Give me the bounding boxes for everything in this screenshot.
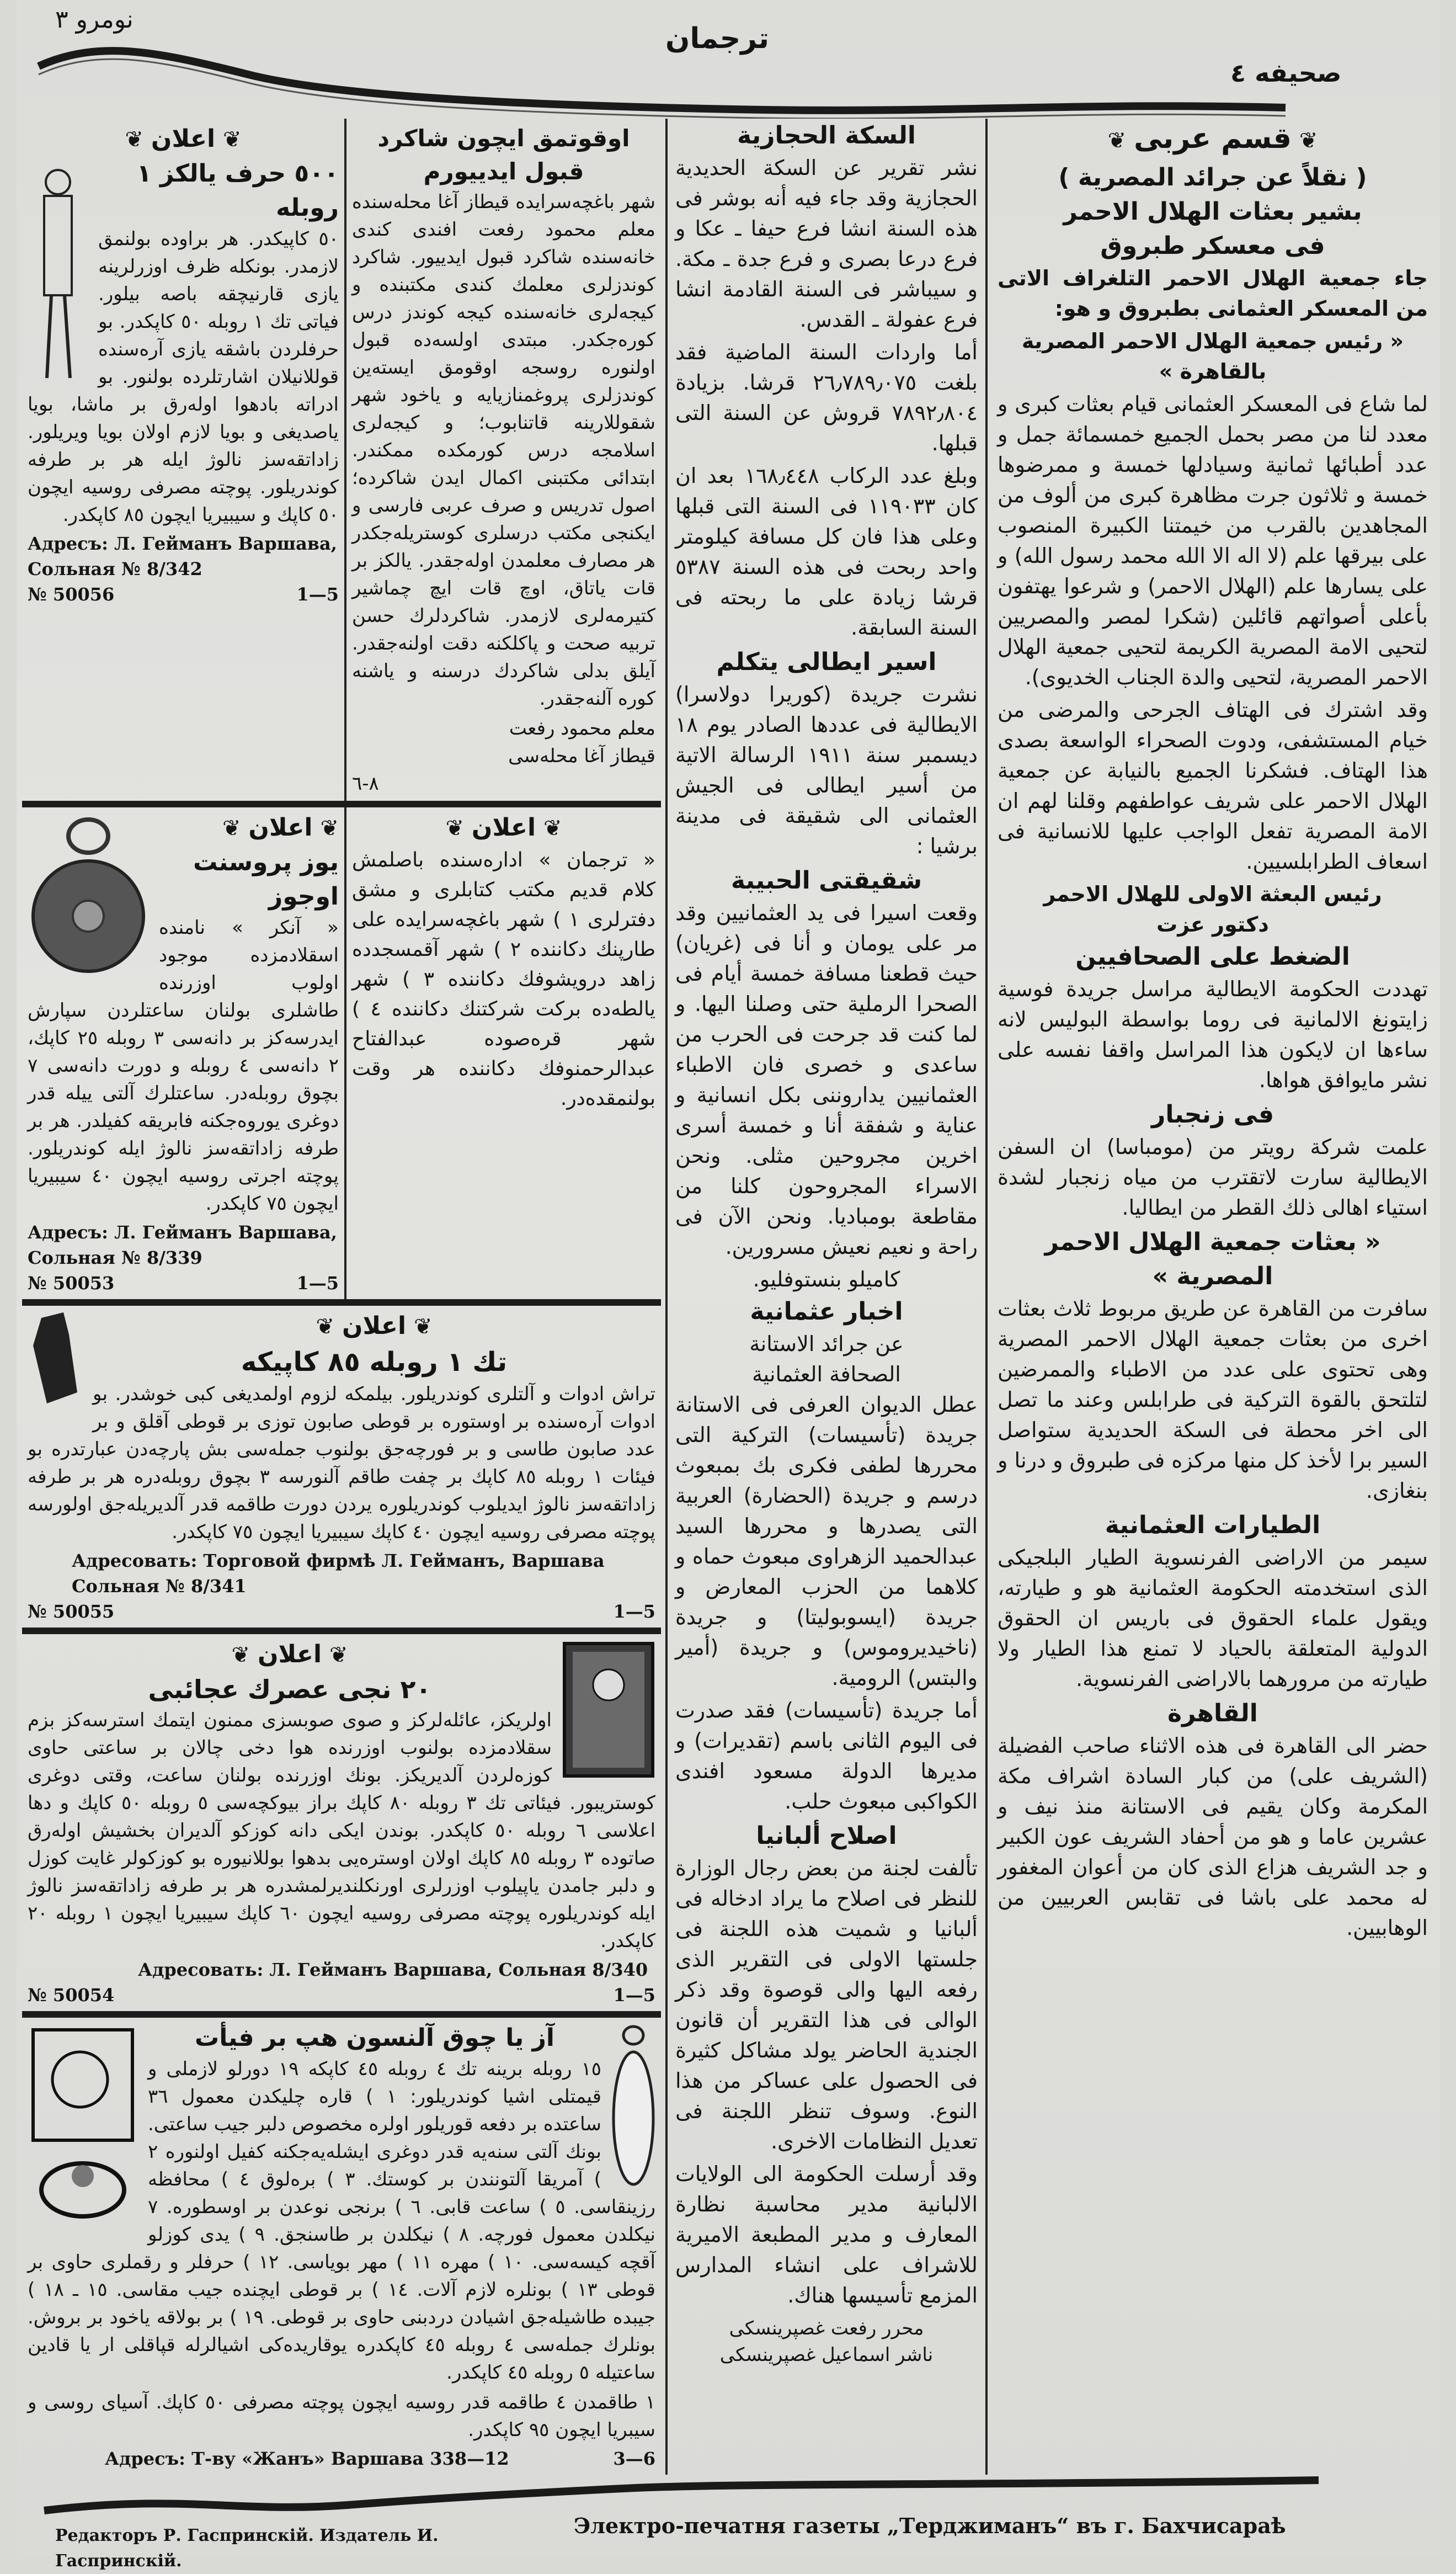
ornament-icon: ❦ — [1107, 128, 1134, 153]
article-title: فی زنجبار — [1151, 1100, 1274, 1129]
ad-nineteen-items — [22, 2018, 661, 2475]
footer-editor-credit: Редакторъ Р. Гаспринскій. Издатель И. Гаспринскій. — [55, 2526, 439, 2571]
letter-text: وقعت اسیرا فی ید العثمانیین وقد مر علی یومان و أنا فی (غریان) حیث قطعنا مسافة خمسة أیام فی الصحرا الرملیة حتی وصلنا الیها. و لما کنت قد جرحت فی الحرب من ساعدی و خصری فان الاطباء العثمانیین یداروننی بکل انسانیة و عنایة و شفقة أنا و خمسة أسری اخرین مجروحین مثلی. ونحن الاسراء المجروحون کلنا من مقاطعة بومبادیا. ونحن الآن فی راحة و نعیم نعیش مسرورین. — [675, 901, 978, 1259]
paragraph: « رئیس جمعیة الهلال الاحمر المصریة بالقاهرة » — [1021, 329, 1404, 384]
ad-anker-watch — [22, 807, 346, 1299]
man-illustration-icon — [28, 160, 88, 381]
ad-number: № 50054 — [28, 1985, 115, 2006]
paragraph: عطل الدیوان العرفی فی الاستانة جریدة (تأسیسات) الترکیة التی محررها لطفی فکری بك بمبعوث درسم و جریدة (الحضارة) العربیة التی یصدرها و محررها السید عبدالحمید الزهراوی مبعوث حماه و کلاهما من الحزب المعارض و جریدة (ایسوبولیتا) و جریدة (ناخیدیروموس) و جریدة (أمیر والبتس) الرومیة. — [675, 1392, 978, 1690]
ad-address: Адресъ: Т‑ву «Жанъ» Варшава 338—12 — [105, 2448, 509, 2469]
ad-number: № 50055 — [28, 1601, 115, 1622]
editor-credit: محرر رفعت غصپرینسکی — [729, 2317, 924, 2339]
ad-text: اولریکز، عائله‌لرکز و صوی صوبسزی ممنون ایتمك استرسه‌کز بزم سقلادمزده بولنوب اوزرنده هوا دخی چالان بر ساعتی حاوی کوزه‌لردن آلدیریکز. بونك اوزرنده بولنان ساعت، وقتی دوغری کوستریبور. فیئاتی تك ٣ روبله ٨٠ کاپك براز بیوکچه‌سی ٥ روبله ٥٠ کاپك و دها اعلاسی ٦ روبله ٥٠ کاپکدر. بوندن ایکی دانه کوزکو آلدیران بخشیش اوله‌رق صاتوده ٣ روبله ٨٥ کاپك اولان اوستره‌یی بدهوا بوللانیوره بو کوزکولر غایت کوزل و دلبر جامدن یاپیلوب اوزرلری اورنکلندیرلمشدره هر بر طرفه زاداتقه‌سز نالوژ ایله کوندریلوره پوچته مصرفی روسیه ایچون ٦٠ کاپك سیبیریا ایچون ١ روبله ٢٠ کاپکدر. — [28, 1709, 656, 1952]
ad-number: № 50056 — [28, 584, 115, 605]
ad-run: ٨-٦ — [351, 773, 379, 795]
ad-meta — [28, 1982, 655, 2008]
ad-address: Адресовать: Л. Гейманъ Варшава, Сольная 8/340 — [138, 1959, 648, 1980]
article-text: تهددت الحکومة الایطالیة مراسل جریدة فوسیة زایتونغ الالمانیة فی روما بواسطة البولیس لانه ساءها ان لایکون هذا المراسل واقفا نفسه علی نشر مایوافق هواها. — [998, 977, 1428, 1092]
ad-title: ٢٠ نجی عصرك عجائبی — [148, 1674, 431, 1704]
signature-role: رئیس البعثة الاولی للهلال الاحمر — [1043, 882, 1382, 906]
ad-text: تراش ادوات و آلتلری کوندریلور. بیلمکه لزوم اولمدیغی کبی خوشدر. بو ادوات آره‌سنده بر اوستوره بر قوطی صابون توزی بر قوطی آقلق و بر عدد صابون طاسی و بر فورچه‌جق بولنوب جمله‌سی بش پارچه‌دن عبارتدره بو فیئات ١ روبله ٨٥ کاپك بر چفت طاقم آلنورسه ٣ بچوق روبله‌دره هر بر طرفه زاداتقه‌سز نالوژ ایدیلوب کوندریلوره یردن دورت طاقمه قدر آلدیریله‌جق اولورسه پوچته مصرفی روسیه ایچون ٤٠ کاپك سیبیریا ایچون ٧٥ کاپکدر. — [28, 1383, 656, 1543]
page-label: صحیفه ٤ — [1230, 58, 1342, 88]
ad-text: ٥٠ کاپیکدر. هر براوده بولنمق لازمدر. بونکله ظرف اوزرلرینه یازی قارنیچقه باصه بیلور. فیاتی تك ١ روبله ٥٠ کاپکدر. بو حرفلردن باشقه یازی آره‌سنده قوللانیلان اشارتلرده بولنور. بو ادراته بادهوا اوله‌رق بر ماشا، بویا یاصدیغی و بویا لازم اولان بویا ویریلور. زاداتقه‌سز نالوژ ایله هر بر طرفه کوندریلور. پوچته مصرفی روسیه ایچون ٥٠ کاپك و سیبیریا ایچون ٨٥ کاپکدر. — [28, 228, 339, 526]
paragraph: تألفت لجنة من بعض رجال الوزارة للنظر فی اصلاح ما یراد ادخاله فی ألبانیا و شمیت هذه اللجنة فی جلستها الاولی فی التقریر الذی رفعه الیها والی قوصوة وقد ذکر الوالی فی هذا التقریر أن قانون الجندیة الحاضر یولد مشاکل کثیرة فی الحصول علی عساکر من هذا النوع. وسوف تنظر اللجنة فی تعدیل النظامات الاخری. — [675, 1856, 978, 2153]
ornament-icon: ❦ — [231, 1642, 258, 1668]
ad-heading: ❦ اعلان ❦ — [222, 813, 339, 842]
ad-title: یوز پروسنت اوجوز — [193, 848, 339, 911]
ad-run: 3—6 — [613, 2448, 655, 2469]
ad-pupils-wanted — [346, 119, 661, 801]
paragraph: وقد أرسلت الحکومة الی الولایات الالبانیة مدیر محاسبة نظارة المعارف و مدیر المطبعة الامیریة للاشراف علی انشاء المدارس المزمع تأسیسها هناك. — [675, 2162, 978, 2307]
arabic-section-column — [988, 119, 1438, 2475]
article-title: القاهرة — [1167, 1699, 1258, 1727]
article-title: السکة الحجازیة — [737, 121, 916, 150]
ad-row — [22, 119, 661, 807]
ornament-icon: ❦ — [222, 816, 249, 841]
letter-salutation: شقیقتی الحبیبة — [730, 866, 922, 895]
ad-terjuman-books — [346, 807, 661, 1299]
ornament-icon: ❦ — [215, 127, 242, 152]
subheadline: فی معسکر طبروق — [1100, 232, 1325, 260]
ring-illustration-icon — [28, 2146, 138, 2223]
ad-heading: ❦ اعلان ❦ — [445, 813, 562, 842]
article-title: اسیر ایطالی یتکلم — [716, 648, 937, 676]
ad-stamp-set — [22, 119, 346, 801]
header-rule — [17, 0, 1440, 119]
section-subtitle: ( نقلاً عن جرائد المصریة ) — [1058, 163, 1367, 192]
ornament-icon: ❦ — [1291, 128, 1318, 153]
ad-title: آز یا چوق آلنسون هپ بر فیأت — [195, 2024, 554, 2052]
ornament-icon: ❦ — [536, 816, 562, 841]
ad-razor-set — [22, 1306, 661, 1634]
footer-rule — [17, 2475, 1440, 2519]
ad-mirror-clock — [22, 1634, 661, 2018]
article-title: الضغط علی الصحافیین — [1075, 943, 1350, 971]
page-footer — [17, 2475, 1440, 2571]
news-column — [668, 119, 988, 2475]
ad-heading: ❦ اعلان ❦ — [231, 1640, 348, 1668]
publisher-credit: ناشر اسماعیل غصپرینسکی — [719, 2344, 934, 2366]
advertisements-area — [17, 119, 668, 2475]
signature-place: قیطاز آغا محله‌سی — [508, 745, 655, 767]
article-text: سیمر من الاراضی الفرنسویة الطیار البلجیکی الذی استخدمته الحکومة العثمانیة هو و طیارته، ویقول علماء الحقوق فی باریس ان الحقوق الدولیة المتعلقة بالحیاد لا تمنع هذا الطیار ولا طیارته من مرورهما بالاراضی الفرنسویة. — [998, 1545, 1428, 1691]
ad-run: 1—5 — [613, 1601, 655, 1622]
article-title: اصلاح ألبانیا — [756, 1822, 897, 1850]
mirror-clock-illustration-icon — [562, 1641, 655, 1779]
pocket-watch-icon — [28, 814, 149, 980]
headline: بشیر بعثات الهلال الاحمر — [1063, 198, 1362, 226]
article-title: الطیارات العثمانیة — [1105, 1511, 1321, 1539]
paragraph: وقد اشترك فی الهتاف الجرحی والمرضی من خیام المستشفی، ودوت الصحراء الواسعة بصدی هذا الهتاف. فشکرنا الجمیع بالنیابة عن جمعیة الهلال الاحمر علی شریف عواطفهم وقلنا لهم ان الامة المصریة تفعل الواجب علیها للانسانیة فی اسعاف الطرابلسیین. — [998, 698, 1428, 874]
ad-text: « ترجمان » اداره‌سنده باصلمش کلام قدیم مکتب کتابلری و مشق دفترلری ١ ) شهر باغچه‌سرایده علی طارپنك دکاننده ٢ ) شهر آقمسجدده زاهد درویشوفك دکاننده ٣ ) شهر یالطه‌ده برکت شرکتنك دکاننده ٤ ) شهر قره‌صوده عبدالفتاح عبدالرحمنوفك دکاننده هر وقت بولنمقده‌در. — [351, 849, 655, 1110]
paragraph: جاء جمعیة الهلال الاحمر التلغراف الاتی من المعسکر العثمانی بطبروق و هو: — [998, 266, 1428, 321]
article-text: سافرت من القاهرة عن طریق مربوط ثلاث بعثات اخری من بعثات جمعیة الهلال الاحمر المصریة وهی تحتوی علی عدد من الاطباء والممرضین لتلتحق بالقوة الترکیة فی طرابلس وعند ما تصل الی اخر محطة فی السکة الحدیدیة ستواصل السیر برا لأخذ کل منها مرکزه فی طبروق و درنا و بنغازی. — [998, 1296, 1428, 1503]
section-title: ❦ قسم عربی ❦ — [1107, 122, 1318, 155]
paragraph: وبلغ عدد الرکاب ١٦٨٫٤٤٨ بعد ان کان ١١٩٠٣٣ فی السنة التی قبلها وعلی هذا فان کل مسافة کیلومتر واحد ربحت فی هذه السنة ٥٣٨٧ قرشا زیادة علی ما ربحته فی السنة السابقة. — [675, 464, 978, 640]
ad-row — [22, 807, 661, 1306]
paragraph: أما جریدة (تأسیسات) فقد صدرت فی الیوم الثانی باسم (تقدیرات) و مدیرها الدولة مسعود افندی الکواکبی مبعوث حلب. — [675, 1698, 978, 1814]
ad-text: ١٥ روبله برینه تك ٤ روبله ٤٥ کاپکه ١٩ دورلو لازملی و قیمتلی اشیا کوندریلور: ١ ) قاره چلیکدن معمول ٣٦ ساعتده بر دفعه قوریلور اولره مخصوص دلبر جیب ساعتی. بونك آلتی سنه‌یه قدر دوغری ایشله‌یه‌جکنه کفیل اولنوره ٢ ) آمریقا آلتونندن بر کوستك. ٣ ) بره‌لوق ٤ ) محافظه رزینقاسی. ٥ ) ساعت قابی. ٦ ) برنجی نوعدن بر اوسطوره. ٧ نیکلدن معمول فورچه. ٨ ) نیکلدن بر طاسنجق. ٩ ) یدی کوزلو آقچه کیسه‌سی. ١٠ ) مهره ١١ ) مهر بویاسی. ١٢ ) حرفلر و رقملری حاوی بر قوطی ١٣ ) بونلره لازم آلات. ١٤ ) بر قوطی ایچنده جیب مقاسی. ١٥ ـ ١٨ ) جیبده طاشیله‌جق اشیادن دردبنی حاوی بر قوطی. ١٩ ) بر بولاقه یاخود بر بروش. بونلرك جمله‌سی ٤ روبله ٤٥ کاپکدره یوقاریده‌کی اشیالرله قپاقلی ار یا قادین ساعتیله ٥ روبله ٤٥ کاپکدر. — [28, 2058, 656, 2384]
dwarf-illustration-icon — [28, 1312, 83, 1406]
ad-shipping-text: ١ طاقمدن ٤ طاقمه قدر روسیه ایچون پوچته مصرفی ٥٠ کاپك. آسیای روسی و سیبریا ایچون ٩٥ کاپکدر. — [28, 2391, 656, 2441]
article-text: علمت شرکة رویتر من (مومباسا) ان السفن الایطالیة سارت لاتقترب من میاه زنجبار لشدة استیاء اهالی ذلك القطر من ایطالیا. — [998, 1135, 1428, 1220]
article-title: اخبار عثمانیة — [750, 1297, 903, 1326]
article-title: « بعثات جمعیة الهلال الاحمر المصریة » — [1044, 1228, 1381, 1290]
article-text: حضر الی القاهرة فی هذه الاثناء صاحب الفضیلة (الشریف علی) من کبار السادة اشراف مکة المکرمة وکان یقیم فی الاستانة منذ نیف و عشرین عاما و هو من أحفاد الشریف عون الکبیر و جد الشریف هزاع الذی کان من أعوان المغفور له محمد علی باشا فی تقابس العربیین من الوهابیین. — [998, 1733, 1428, 1940]
page-header — [17, 0, 1440, 119]
footer-printer-credit: Электро-печатня газеты „Терджиманъ“ въ г. Бахчисараѣ — [574, 2513, 1286, 2538]
newspaper-page — [17, 0, 1440, 2571]
face-illustration-icon — [28, 2024, 138, 2146]
ad-heading: ❦ اعلان ❦ — [125, 125, 242, 153]
ornament-icon: ❦ — [125, 127, 151, 152]
signature-name: دکتور عزت — [1156, 912, 1269, 937]
ad-address: Адресъ: Л. Гейманъ Варшава, Сольная № 8/339 — [28, 1222, 337, 1268]
paragraph: لما شاع فی المعسکر العثمانی قیام بعثات کبری و معدد لنا من مصر بحمل الجمیع خمسمائة جمل و عدد أطبائها ثمانیة وسیادلها خمسة و ممرضوها خمسة و ثلاثون جرت مظاهرة کبری من ألوف من المجاهدین بالقرب من خیمتنا الکبیرة المنصوب علی بیرقها علم (لا اله الا الله محمد رسول الله) و علی یسارها علم (الهلال الاحمر) و شرعوا یهتفون بأعلی أصواتهم قائلین (شکرا لمصر والمصریین لتحیی الامة المصریة الکریمة لتحیی جمعیة الهلال الاحمر المصریة، لتحیی والدة الجناب الخدیوی). — [998, 392, 1428, 689]
imprint — [675, 2315, 978, 2368]
ad-signature — [352, 715, 655, 770]
ad-text: « آنکر » نامنده اسقلادمزده موجود اولوب اوزرنده طاشلری بولنان ساعتلردن سپارش ایدرسه‌کز بر دانه‌سی ٣ روبله ٢٥ کاپك، ٢ دانه‌سی ٤ روبله و دورت دانه‌سی ٧ بچوق روبله‌در. ساعتلرك آلتی ییله قدر دوغری یوروه‌جکنه فابریقه کفیلدر. هر بر طرفه زاداتقه‌سز نالوژ ایله کوندریلور. پوچته اجرتی روسیه ایچون ٤٠ سیبیریا ایچون ٧٥ کاپکدر. — [28, 917, 339, 1215]
ad-meta — [28, 582, 339, 607]
ad-run: 1—5 — [296, 584, 339, 605]
ad-heading: ❦ اعلان ❦ — [316, 1312, 433, 1340]
ad-text: شهر باغچه‌سرایده قیطاز آغا محله‌سنده معلم محمود رفعت افندی کندی خانه‌سنده شاکرد قبول ایدییور. شاکرد کوندزلری معلمك کندی مکتبنده و کیجه‌لری خانه‌سنده کیجه کوندز درس کوره‌جکدر. مبتدی اولسه‌ده قبول اولنوره روسجه اوقومق ایسته‌ین کوندزلری پروغمنازیایه و یاخود شهر شقوللارینه قاتنابوب؛ و کیجه‌لری اسلامجه درس کورمکده ممکندر. ابتدائی مکتبنی اکمال ایدن شاکرده؛ اصول تدریس و صرف عربی فارسی و ایکنجی مکتب درسلری کوستریله‌جکدر هر مصارف معلمدن اوله‌جقدر. یالکز بر قات یاتاق، اوچ قات ایچ چماشیر کتیرمه‌لری لازمدر. شاکردلرك حسن تربیه صحت و پاکلکنه دقت اولنه‌جقدر. آیلق بدلی شاکردك درسنه و یاشنه کوره آلنه‌جقدر. — [351, 191, 655, 710]
article-subtitle: الصحافة العثمانیة — [752, 1362, 901, 1386]
ornament-icon: ❦ — [322, 1642, 348, 1668]
ad-meta — [28, 2446, 655, 2471]
paragraph: نشر تقریر عن السکة الحدیدیة الحجازیة وقد جاء فیه أنه بوشر فی هذه السنة انشا فرع حیفا ـ عکا و فرع درعا بصری و فرع جدة ـ مکة. و سیباشر فی السنة القادمة انشا فرع عفولة ـ القدس. — [675, 156, 978, 332]
ad-number: № 50053 — [28, 1273, 115, 1294]
ad-address: Адресовать: Торговой фирмѣ Л. Гейманъ, Варшава Сольная № 8/341 — [72, 1550, 605, 1597]
paragraph: نشرت جریدة (کوریرا دولاسرا) الایطالیة فی عددها الصادر یوم ١٨ دیسمبر سنة ١٩١١ الرسالة الاتیة من أسیر ایطالی فی الجیش العثمانی الی شقیقة فی مدینة برشیا : — [675, 682, 978, 858]
ornament-icon: ❦ — [316, 1314, 342, 1339]
ad-illustrations — [28, 2024, 138, 2223]
ornament-icon: ❦ — [406, 1314, 433, 1339]
letter-signature: کامیلو بنستوفلیو. — [753, 1267, 900, 1291]
ad-run: 1—5 — [613, 1985, 655, 2006]
ad-meta — [28, 1599, 655, 1624]
ornament-icon: ❦ — [312, 816, 339, 841]
ad-run: 1—5 — [296, 1273, 339, 1294]
article-subtitle: عن جرائد الاستانة — [749, 1332, 904, 1356]
pocket-watch-icon — [611, 2024, 655, 2190]
ad-title: تك ١ روبله ٨٥ کاپیکه — [241, 1347, 508, 1378]
ad-address: Адресъ: Л. Гейманъ Варшава, Сольная № 8/342 — [28, 533, 337, 579]
issue-number: نومرو ٣ — [55, 6, 134, 34]
page-body — [17, 119, 1440, 2475]
ad-title: اوقوتمق ایچون شاکرد قبول ایدییورم — [377, 125, 630, 185]
signature-name: معلم محمود رفعت — [509, 717, 655, 740]
masthead-title: ترجمان — [665, 22, 770, 55]
ornament-icon: ❦ — [445, 816, 472, 841]
ad-meta — [28, 1270, 339, 1296]
ad-title: ٥٠٠ حرف یالکز ١ روبله — [136, 159, 339, 222]
paragraph: أما واردات السنة الماضیة فقد بلغت ٢٦٫٧٨٩٫٠٧٥ قرشا. بزیادة ٧٨٩٢٫٨٠٤ قروش عن السنة التی قبلها. — [675, 340, 978, 455]
